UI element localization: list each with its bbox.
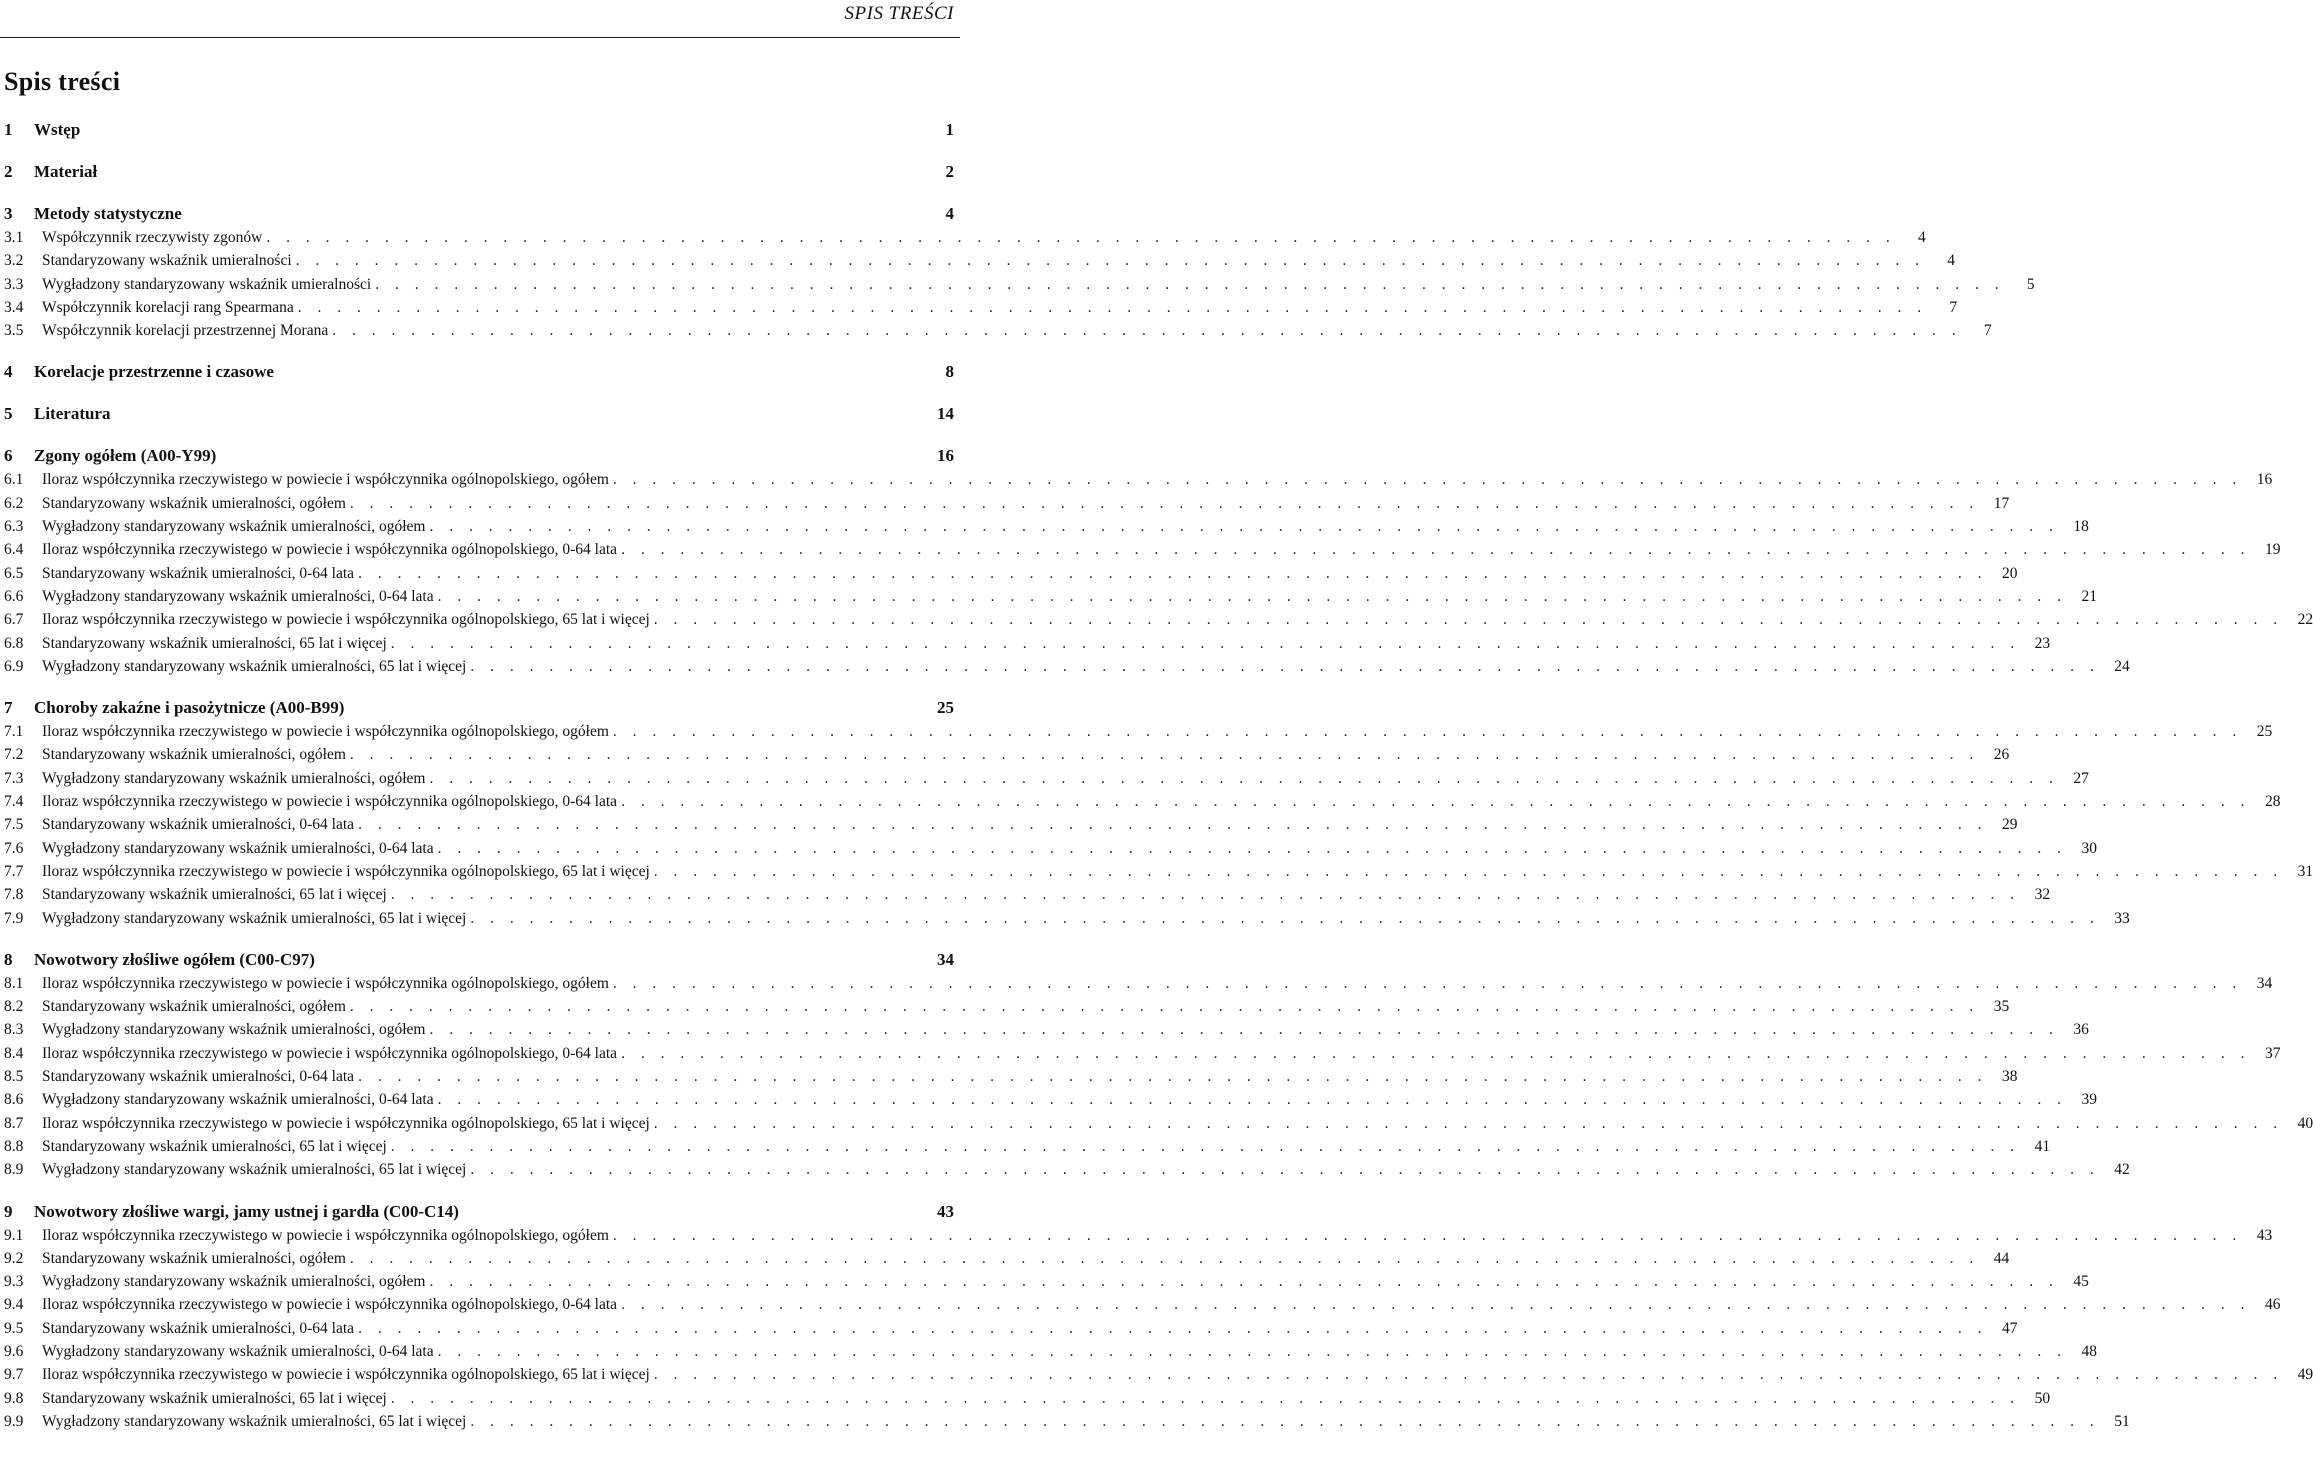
subsection-page-number: 35 [1993,998,2010,1016]
dot-leader: . . . . . . . . . . . . . . . . . . . . . . . . . . . . . . . . . . . . . . . . . . . . . . . . . . . . . . . . . . . . . . . . . . . . . . . . . . . . . . . . . . . [429,1273,2059,1291]
subsection-title: Standaryzowany wskaźnik umieralności [42,252,292,270]
toc-subsection-entry[interactable] [4,608,2313,631]
toc-subsection-entry[interactable] [4,1135,2051,1158]
subsection-title: Wygładzony standaryzowany wskaźnik umieralności, 0-64 lata [42,1091,434,1109]
dot-leader: . . . . . . . . . . . . . . . . . . . . . . . . . . . . . . . . . . . . . . . . . . . . . . . . . . . . . . . . . . . . . . . . . . . . . . . . . . . . . . . . . . . [349,746,1980,764]
toc-subsection-entry[interactable] [4,813,2018,836]
subsection-number: 7.4 [4,793,24,811]
subsection-number: 9.5 [4,1319,24,1337]
toc-subsection-entry[interactable] [4,1247,2010,1270]
section-page-number: 2 [945,162,954,181]
subsection-title: Wygładzony standaryzowany wskaźnik umieralności, ogółem [42,518,426,536]
section-title: Literatura [34,404,111,424]
subsection-number: 6.8 [4,634,24,652]
subsection-title: Wygładzony standaryzowany wskaźnik umieralności, 65 lat i więcej [42,909,467,927]
subsection-number: 6.3 [4,518,24,536]
toc-subsection-entry[interactable] [4,1363,2313,1386]
subsection-title: Standaryzowany wskaźnik umieralności, ogółem [42,494,346,512]
section-title: Choroby zakaźne i pasożytnicze (A00-B99) [34,698,345,718]
subsection-page-number: 45 [2073,1273,2089,1291]
subsection-number: 7.8 [4,886,24,904]
toc-subsection-entry[interactable] [4,790,2281,813]
subsection-page-number: 23 [2034,634,2051,652]
toc-subsection-entry[interactable] [4,720,2273,743]
subsection-page-number: 18 [2073,518,2089,536]
toc-subsection-entry[interactable] [4,883,2051,906]
dot-leader: . . . . . . . . . . . . . . . . . . . . . . . . . . . . . . . . . . . . . . . . . . . . . . . . . . . . . . . . . . . . . . . . . . . . . . . . . . . . . . . . . . . [297,298,1928,316]
subsection-page-number: 44 [1993,1249,2010,1267]
subsection-number: 9.3 [4,1273,24,1291]
subsection-title: Współczynnik rzeczywisty zgonów [42,229,263,246]
toc-subsection-entry[interactable] [4,743,2010,766]
subsection-page-number: 38 [2001,1068,2018,1086]
dot-leader: . . . . . . . . . . . . . . . . . . . . . . . . . . . . . . . . . . . . . . . . . . . . . . . . . . . . . . . . . . . . . . . . . . . . . . . . . . . . . . . . . . . [390,1389,2021,1407]
subsection-number: 6.2 [4,494,24,512]
section-number: 7 [4,698,13,718]
dot-leader: . . . . . . . . . . . . . . . . . . . . . . . . . . . . . . . . . . . . . . . . . . . . . . . . . . . . . . . . . . . . . . . . . . . . . . . . . . . . . . . . . . . [349,494,1980,512]
toc-subsection-entry[interactable] [4,1293,2281,1316]
toc-subsection-entry[interactable] [4,1088,2097,1111]
subsection-number: 9.8 [4,1389,24,1407]
toc-section [4,118,954,142]
section-page-number: 43 [937,1201,954,1221]
toc-section-entry[interactable] [4,360,954,384]
toc-subsection-entry[interactable] [4,655,2130,678]
section-number: 8 [4,949,13,969]
dot-leader: . . . . . . . . . . . . . . . . . . . . . . . . . . . . . . . . . . . . . . . . . . . . . . . . . . . . . . . . . . . . . . . . . . . . . . . . . . . . . . . . . . . [429,769,2059,787]
subsection-page-number: 27 [2073,769,2089,787]
subsection-title: Iloraz współczynnika rzeczywistego w powiecie i współczynnika ogólnopolskiego, 65 lat i więcej [42,611,650,629]
subsection-page-number: 36 [2073,1021,2089,1039]
toc-section [4,402,954,426]
toc-subsection-entry[interactable] [4,1317,2018,1340]
section-page-number: 25 [937,698,954,718]
subsection-number: 8.3 [4,1021,24,1039]
subsection-page-number: 30 [2081,839,2097,857]
toc-section-entry[interactable] [4,696,954,720]
toc-section-entry[interactable] [4,202,954,226]
dot-leader: . . . . . . . . . . . . . . . . . . . . . . . . . . . . . . . . . . . . . . . . . . . . . . . . . . . . . . . . . . . . . . . . . . . . . . . . . . . . . . . . . . . [349,998,1980,1016]
dot-leader: . . . . . . . . . . . . . . . . . . . . . . . . . . . . . . . . . . . . . . . . . . . . . . . . . . . . . . . . . . . . . . . . . . . . . . . . . . . . . . . . . . . [612,723,2243,741]
toc-subsection-entry[interactable] [4,562,2018,585]
dot-leader: . . . . . . . . . . . . . . . . . . . . . . . . . . . . . . . . . . . . . . . . . . . . . . . . . . . . . . . . . . . . . . . . . . . . . . . . . . . . . . . . . . . [437,839,2067,857]
dot-leader: . . . . . . . . . . . . . . . . . . . . . . . . . . . . . . . . . . . . . . . . . . . . . . . . . . . . . . . . . . . . . . . . . . . . . . . . . . . . . . . . . . . [653,1366,2284,1384]
subsection-page-number: 40 [2297,1114,2313,1132]
header-rule [0,37,960,38]
section-page-number: 1 [945,120,954,139]
toc-section-entry[interactable] [4,948,954,972]
subsection-number: 8.7 [4,1114,24,1132]
toc-section-entry[interactable] [4,402,954,426]
subsection-number: 7.5 [4,816,24,834]
toc-section [4,1200,2313,1434]
subsection-page-number: 7 [1983,322,1992,340]
toc-section-entry[interactable] [4,1200,954,1224]
section-title: Wstęp [34,120,81,139]
subsection-title: Standaryzowany wskaźnik umieralności, ogółem [42,998,346,1016]
subsection-number: 6.5 [4,564,24,582]
dot-leader: . . . . . . . . . . . . . . . . . . . . . . . . . . . . . . . . . . . . . . . . . . . . . . . . . . . . . . . . . . . . . . . . . . . . . . . . . . . . . . . . . . . [621,793,2251,811]
subsection-page-number: 7 [1949,298,1958,316]
dot-leader: . . . . . . . . . . . . . . . . . . . . . . . . . . . . . . . . . . . . . . . . . . . . . . . . . . . . . . . . . . . . . . . . . . . . . . . . . . . . . . . . . . . [390,886,2021,904]
section-page-number: 16 [937,446,954,466]
dot-leader: . . . . . . . . . . . . . . . . . . . . . . . . . . . . . . . . . . . . . . . . . . . . . . . . . . . . . . . . . . . . . . . . . . . . . . . . . . . . . . . . . . . [621,541,2251,559]
subsection-title: Wygładzony standaryzowany wskaźnik umieralności, 0-64 lata [42,1342,434,1360]
toc-subsection-entry[interactable] [4,492,2010,515]
section-number: 2 [4,162,13,181]
toc-subsection-entry[interactable] [4,972,2273,995]
section-number: 5 [4,404,13,424]
toc-subsection-entry[interactable] [4,273,2035,296]
dot-leader: . . . . . . . . . . . . . . . . . . . . . . . . . . . . . . . . . . . . . . . . . . . . . . . . . . . . . . . . . . . . . . . . . . . . . . . . . . . . . . . . . . . [295,252,1926,270]
table-of-contents [4,118,2313,1451]
subsection-title: Wygładzony standaryzowany wskaźnik umieralności [42,275,372,293]
subsection-number: 3.5 [4,322,24,340]
toc-section [4,160,954,184]
subsection-number: 8.9 [4,1161,24,1179]
toc-subsection-entry[interactable] [4,1065,2018,1088]
subsection-number: 3.3 [4,275,24,293]
subsection-title: Standaryzowany wskaźnik umieralności, 65 lat i więcej [42,886,387,904]
subsection-page-number: 34 [2256,974,2273,992]
subsection-number: 3.2 [4,252,24,270]
subsection-title: Standaryzowany wskaźnik umieralności, 65 lat i więcej [42,1389,387,1407]
toc-subsection-entry[interactable] [4,1340,2097,1363]
subsection-page-number: 41 [2034,1137,2051,1155]
section-title: Metody statystyczne [34,204,182,223]
dot-leader: . . . . . . . . . . . . . . . . . . . . . . . . . . . . . . . . . . . . . . . . . . . . . . . . . . . . . . . . . . . . . . . . . . . . . . . . . . . . . . . . . . . [653,1114,2284,1132]
subsection-page-number: 20 [2001,564,2018,582]
subsection-page-number: 48 [2081,1342,2097,1360]
section-page-number: 4 [945,204,954,223]
dot-leader: . . . . . . . . . . . . . . . . . . . . . . . . . . . . . . . . . . . . . . . . . . . . . . . . . . . . . . . . . . . . . . . . . . . . . . . . . . . . . . . . . . . [437,587,2067,605]
toc-subsection-entry[interactable] [4,1158,2130,1181]
subsection-title: Iloraz współczynnika rzeczywistego w powiecie i współczynnika ogólnopolskiego, 65 lat i więcej [42,1114,650,1132]
toc-subsection-entry[interactable] [4,907,2130,930]
subsection-page-number: 31 [2297,862,2313,880]
running-header: SPIS TREŚCI [844,3,954,24]
toc-section [4,696,2313,930]
toc-subsection-entry[interactable] [4,538,2281,561]
dot-leader: . . . . . . . . . . . . . . . . . . . . . . . . . . . . . . . . . . . . . . . . . . . . . . . . . . . . . . . . . . . . . . . . . . . . . . . . . . . . . . . . . . . [429,1021,2059,1039]
subsection-page-number: 51 [2114,1412,2130,1430]
subsection-number: 8.5 [4,1068,24,1086]
subsection-number: 6.9 [4,657,24,675]
section-title: Materiał [34,162,98,181]
subsection-page-number: 5 [2026,275,2035,293]
subsection-title: Wygładzony standaryzowany wskaźnik umieralności, 65 lat i więcej [42,657,467,675]
subsection-number: 7.6 [4,839,24,857]
subsection-title: Iloraz współczynnika rzeczywistego w powiecie i współczynnika ogólnopolskiego, 0-64 lata [42,1296,618,1314]
subsection-page-number: 28 [2264,793,2281,811]
dot-leader: . . . . . . . . . . . . . . . . . . . . . . . . . . . . . . . . . . . . . . . . . . . . . . . . . . . . . . . . . . . . . . . . . . . . . . . . . . . . . . . . . . . [612,974,2243,992]
section-number: 1 [4,120,13,139]
subsection-number: 8.8 [4,1137,24,1155]
toc-subsection-entry[interactable] [4,468,2273,491]
subsection-title: Iloraz współczynnika rzeczywistego w powiecie i współczynnika ogólnopolskiego, ogółem [42,471,609,489]
subsection-number: 3.4 [4,298,24,316]
dot-leader: . . . . . . . . . . . . . . . . . . . . . . . . . . . . . . . . . . . . . . . . . . . . . . . . . . . . . . . . . . . . . . . . . . . . . . . . . . . . . . . . . . . [653,611,2284,629]
subsection-page-number: 43 [2256,1226,2273,1244]
subsection-page-number: 37 [2264,1044,2281,1062]
section-page-number: 8 [945,362,954,382]
section-number: 6 [4,446,13,466]
subsection-page-number: 4 [1947,252,1956,270]
subsection-title: Iloraz współczynnika rzeczywistego w powiecie i współczynnika ogólnopolskiego, 0-64 lata [42,541,618,559]
subsection-title: Standaryzowany wskaźnik umieralności, 65 lat i więcej [42,634,387,652]
toc-subsection-entry[interactable] [4,995,2010,1018]
subsection-title: Standaryzowany wskaźnik umieralności, 0-64 lata [42,564,355,582]
toc-subsection-entry[interactable] [4,860,2313,883]
subsection-page-number: 26 [1993,746,2010,764]
toc-subsection-entry[interactable] [4,226,1926,249]
toc-subsection-entry[interactable] [4,837,2097,860]
subsection-number: 6.7 [4,611,24,629]
dot-leader: . . . . . . . . . . . . . . . . . . . . . . . . . . . . . . . . . . . . . . . . . . . . . . . . . . . . . . . . . . . . . . . . . . . . . . . . . . . . . . . . . . . [470,909,2100,927]
subsection-page-number: 22 [2297,611,2313,629]
subsection-page-number: 29 [2001,816,2018,834]
subsection-title: Wygładzony standaryzowany wskaźnik umieralności, 65 lat i więcej [42,1161,467,1179]
toc-subsection-entry[interactable] [4,585,2097,608]
dot-leader: . . . . . . . . . . . . . . . . . . . . . . . . . . . . . . . . . . . . . . . . . . . . . . . . . . . . . . . . . . . . . . . . . . . . . . . . . . . . . . . . . . . [358,564,1988,582]
dot-leader: . . . . . . . . . . . . . . . . . . . . . . . . . . . . . . . . . . . . . . . . . . . . . . . . . . . . . . . . . . . . . . . . . . . . . . . . . . . . . . . . . . . [358,1319,1988,1337]
subsection-title: Iloraz współczynnika rzeczywistego w powiecie i współczynnika ogólnopolskiego, ogółem [42,974,609,992]
subsection-page-number: 19 [2264,541,2281,559]
toc-section-entry[interactable] [4,118,954,142]
subsection-number: 8.6 [4,1091,24,1109]
section-page-number: 14 [937,404,954,424]
subsection-title: Standaryzowany wskaźnik umieralności, ogółem [42,1249,346,1267]
subsection-title: Standaryzowany wskaźnik umieralności, 65 lat i więcej [42,1137,387,1155]
toc-subsection-entry[interactable] [4,1410,2130,1433]
subsection-title: Iloraz współczynnika rzeczywistego w powiecie i współczynnika ogólnopolskiego, ogółem [42,1226,609,1244]
subsection-number: 6.6 [4,587,24,605]
subsection-title: Wygładzony standaryzowany wskaźnik umieralności, ogółem [42,1273,426,1291]
subsection-title: Iloraz współczynnika rzeczywistego w powiecie i współczynnika ogólnopolskiego, 0-64 lata [42,1044,618,1062]
subsection-page-number: 21 [2081,587,2097,605]
subsection-number: 7.9 [4,909,24,927]
subsection-page-number: 32 [2034,886,2051,904]
subsection-page-number: 47 [2001,1319,2018,1337]
subsection-page-number: 42 [2114,1161,2130,1179]
section-title: Nowotwory złośliwe ogółem (C00-C97) [34,949,315,969]
subsection-number: 9.4 [4,1296,24,1314]
subsection-page-number: 50 [2034,1389,2051,1407]
subsection-number: 6.4 [4,541,24,559]
subsection-page-number: 46 [2264,1296,2281,1314]
toc-subsection-entry[interactable] [4,632,2051,655]
toc-subsection-entry[interactable] [4,319,1992,342]
dot-leader: . . . . . . . . . . . . . . . . . . . . . . . . . . . . . . . . . . . . . . . . . . . . . . . . . . . . . . . . . . . . . . . . . . . . . . . . . . . . . . . . . . . [470,1161,2100,1179]
dot-leader: . . . . . . . . . . . . . . . . . . . . . . . . . . . . . . . . . . . . . . . . . . . . . . . . . . . . . . . . . . . . . . . . . . . . . . . . . . . . . . . . . . . [470,657,2100,675]
toc-subsection-entry[interactable] [4,1387,2051,1410]
section-title: Korelacje przestrzenne i czasowe [34,362,274,382]
dot-leader: . . . . . . . . . . . . . . . . . . . . . . . . . . . . . . . . . . . . . . . . . . . . . . . . . . . . . . . . . . . . . . . . . . . . . . . . . . . . . . . . . . . [470,1412,2100,1430]
subsection-page-number: 39 [2081,1091,2097,1109]
subsection-number: 7.7 [4,862,24,880]
dot-leader: . . . . . . . . . . . . . . . . . . . . . . . . . . . . . . . . . . . . . . . . . . . . . . . . . . . . . . . . . . . . . . . . . . . . . . . . . . . . . . . . . . . [375,275,2005,293]
toc-section [4,444,2313,678]
toc-subsection-entry[interactable] [4,296,1958,319]
toc-section [4,948,2313,1182]
toc-subsection-entry[interactable] [4,1270,2089,1293]
subsection-number: 8.2 [4,998,24,1016]
dot-leader: . . . . . . . . . . . . . . . . . . . . . . . . . . . . . . . . . . . . . . . . . . . . . . . . . . . . . . . . . . . . . . . . . . . . . . . . . . . . . . . . . . . [653,862,2284,880]
subsection-number: 8.4 [4,1044,24,1062]
dot-leader: . . . . . . . . . . . . . . . . . . . . . . . . . . . . . . . . . . . . . . . . . . . . . . . . . . . . . . . . . . . . . . . . . . . . . . . . . . . . . . . . . . . [437,1091,2067,1109]
subsection-title: Wygładzony standaryzowany wskaźnik umieralności, 65 lat i więcej [42,1412,467,1430]
dot-leader: . . . . . . . . . . . . . . . . . . . . . . . . . . . . . . . . . . . . . . . . . . . . . . . . . . . . . . . . . . . . . . . . . . . . . . . . . . . . . . . . . . . [332,322,1962,340]
subsection-page-number: 17 [1993,494,2010,512]
toc-subsection-entry[interactable] [4,1224,2273,1247]
dot-leader: . . . . . . . . . . . . . . . . . . . . . . . . . . . . . . . . . . . . . . . . . . . . . . . . . . . . . . . . . . . . . . . . . . . . . . . . . . . . . . . . . . . [437,1342,2067,1360]
toc-section [4,360,954,384]
subsection-page-number: 24 [2114,657,2130,675]
toc-title: Spis treści [4,67,121,96]
subsection-number: 7.2 [4,746,24,764]
subsection-title: Wygładzony standaryzowany wskaźnik umieralności, 0-64 lata [42,839,434,857]
subsection-title: Iloraz współczynnika rzeczywistego w powiecie i współczynnika ogólnopolskiego, 65 lat i więcej [42,1366,650,1384]
subsection-number: 9.1 [4,1226,24,1244]
toc-subsection-entry[interactable] [4,1018,2089,1041]
subsection-number: 7.1 [4,723,24,741]
subsection-number: 3.1 [4,229,24,246]
dot-leader: . . . . . . . . . . . . . . . . . . . . . . . . . . . . . . . . . . . . . . . . . . . . . . . . . . . . . . . . . . . . . . . . . . . . . . . . . . . . . . . . . . . [390,1137,2021,1155]
dot-leader: . . . . . . . . . . . . . . . . . . . . . . . . . . . . . . . . . . . . . . . . . . . . . . . . . . . . . . . . . . . . . . . . . . . . . . . . . . . . . . . . . . . [612,471,2243,489]
toc-section-entry[interactable] [4,444,954,468]
subsection-number: 6.1 [4,471,24,489]
subsection-title: Współczynnik korelacji rang Spearmana [42,298,294,316]
dot-leader: . . . . . . . . . . . . . . . . . . . . . . . . . . . . . . . . . . . . . . . . . . . . . . . . . . . . . . . . . . . . . . . . . . . . . . . . . . . . . . . . . . . [612,1226,2243,1244]
subsection-title: Standaryzowany wskaźnik umieralności, 0-64 lata [42,816,355,834]
section-number: 4 [4,362,13,382]
subsection-number: 8.1 [4,974,24,992]
subsection-number: 9.2 [4,1249,24,1267]
subsection-title: Iloraz współczynnika rzeczywistego w powiecie i współczynnika ogólnopolskiego, 65 lat i więcej [42,862,650,880]
subsection-page-number: 25 [2256,723,2273,741]
subsection-title: Standaryzowany wskaźnik umieralności, 0-64 lata [42,1068,355,1086]
subsection-title: Iloraz współczynnika rzeczywistego w powiecie i współczynnika ogólnopolskiego, 0-64 lata [42,793,618,811]
subsection-number: 9.9 [4,1412,24,1430]
toc-subsection-entry[interactable] [4,1112,2313,1135]
section-number: 3 [4,204,13,223]
toc-subsection-entry[interactable] [4,515,2089,538]
subsection-page-number: 49 [2297,1366,2313,1384]
subsection-title: Standaryzowany wskaźnik umieralności, ogółem [42,746,346,764]
subsection-title: Iloraz współczynnika rzeczywistego w powiecie i współczynnika ogólnopolskiego, ogółem [42,723,609,741]
dot-leader: . . . . . . . . . . . . . . . . . . . . . . . . . . . . . . . . . . . . . . . . . . . . . . . . . . . . . . . . . . . . . . . . . . . . . . . . . . . . . . . . . . . [621,1296,2251,1314]
subsection-page-number: 33 [2114,909,2130,927]
section-title: Zgony ogółem (A00-Y99) [34,446,217,466]
subsection-number: 9.6 [4,1342,24,1360]
subsection-page-number: 16 [2256,471,2273,489]
subsection-title: Współczynnik korelacji przestrzennej Morana [42,322,329,340]
dot-leader: . . . . . . . . . . . . . . . . . . . . . . . . . . . . . . . . . . . . . . . . . . . . . . . . . . . . . . . . . . . . . . . . . . . . . . . . . . . . . . . . . . . [429,518,2059,536]
dot-leader: . . . . . . . . . . . . . . . . . . . . . . . . . . . . . . . . . . . . . . . . . . . . . . . . . . . . . . . . . . . . . . . . . . . . . . . . . . . . . . . . . . . [266,229,1896,246]
section-page-number: 34 [937,949,954,969]
section-title: Nowotwory złośliwe wargi, jamy ustnej i gardła (C00-C14) [34,1201,459,1221]
dot-leader: . . . . . . . . . . . . . . . . . . . . . . . . . . . . . . . . . . . . . . . . . . . . . . . . . . . . . . . . . . . . . . . . . . . . . . . . . . . . . . . . . . . [621,1044,2251,1062]
subsection-number: 9.7 [4,1366,24,1384]
subsection-number: 7.3 [4,769,24,787]
toc-subsection-entry[interactable] [4,1042,2281,1065]
subsection-title: Wygładzony standaryzowany wskaźnik umieralności, ogółem [42,1021,426,1039]
dot-leader: . . . . . . . . . . . . . . . . . . . . . . . . . . . . . . . . . . . . . . . . . . . . . . . . . . . . . . . . . . . . . . . . . . . . . . . . . . . . . . . . . . . [390,634,2021,652]
toc-section-entry[interactable] [4,160,954,184]
toc-subsection-entry[interactable] [4,767,2089,790]
subsection-page-number: 4 [1918,229,1926,246]
dot-leader: . . . . . . . . . . . . . . . . . . . . . . . . . . . . . . . . . . . . . . . . . . . . . . . . . . . . . . . . . . . . . . . . . . . . . . . . . . . . . . . . . . . [349,1249,1980,1267]
subsection-title: Standaryzowany wskaźnik umieralności, 0-64 lata [42,1319,355,1337]
dot-leader: . . . . . . . . . . . . . . . . . . . . . . . . . . . . . . . . . . . . . . . . . . . . . . . . . . . . . . . . . . . . . . . . . . . . . . . . . . . . . . . . . . . [358,816,1988,834]
dot-leader: . . . . . . . . . . . . . . . . . . . . . . . . . . . . . . . . . . . . . . . . . . . . . . . . . . . . . . . . . . . . . . . . . . . . . . . . . . . . . . . . . . . [358,1068,1988,1086]
toc-subsection-entry[interactable] [4,249,1956,272]
section-number: 9 [4,1201,13,1221]
subsection-title: Wygładzony standaryzowany wskaźnik umieralności, ogółem [42,769,426,787]
toc-section [4,202,2035,342]
subsection-title: Wygładzony standaryzowany wskaźnik umieralności, 0-64 lata [42,587,434,605]
